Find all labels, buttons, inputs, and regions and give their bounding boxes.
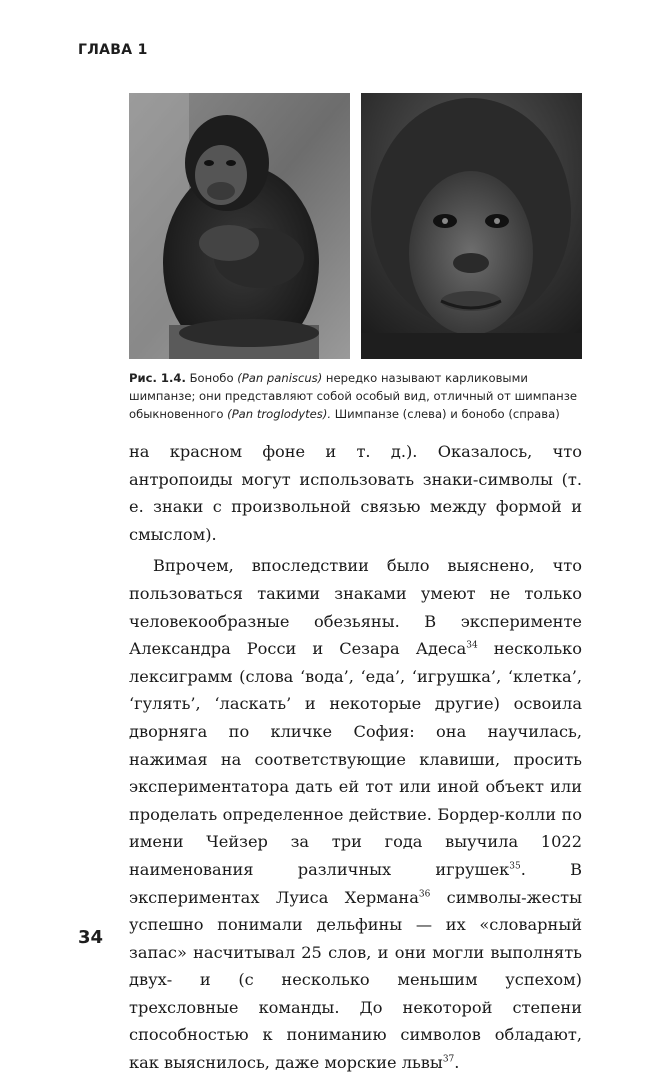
footnote-ref-37: 37	[442, 1054, 455, 1065]
paragraph-2-part-e: .	[454, 1053, 460, 1073]
figure-label: Рис. 1.4.	[129, 371, 186, 385]
paragraph-2-part-d: символы-жесты успешно понимали дельфины — их «словарный запас» насчитывал 25 слов, и они могли выполнять двух- и (с несколько меньшим успехом) трехсловные команды. До некоторой степени способностью к пониманию символов обладают, как выяснилось, даже морские львы	[129, 887, 582, 1073]
paragraph-2-part-c: . В экспериментах Луиса Хермана	[129, 859, 583, 907]
body-text	[129, 438, 582, 1077]
caption-species-1: (Pan paniscus)	[237, 371, 323, 385]
caption-species-2: (Pan troglodytes).	[227, 407, 332, 421]
bonobo-photo	[361, 93, 582, 359]
footnote-ref-34: 34	[466, 640, 478, 651]
caption-text-1: Бонобо	[185, 371, 238, 385]
footnote-ref-35: 35	[509, 861, 521, 872]
paragraph-2-part-a: Впрочем, впоследствии было выяснено, что пользоваться такими знаками умеют не только человекообразные обезьяны. В эксперименте Александра Росси и Сезара Адеса	[129, 556, 582, 659]
page-number: 34	[78, 927, 104, 948]
paragraph-2-part-b: несколько лексиграмм (слова ‘вода’, ‘еда’, ‘игрушка’, ‘клетка’, ‘гулять’, ‘ласкать’ и некоторые другие) освоила дворняга по кличке София: она научилась, нажимая на соответствующие клавиши, просить экспериментатора дать ей тот или иной объект или проделать определенное действие. Бордер-колли по имени Чейзер за три года выучила 1022 наименования различных игрушек	[129, 639, 583, 879]
paragraph-1: на красном фоне и т. д.). Оказалось, что антропоиды могут использовать знаки-символы (т. е. знаки с произвольной связью между формой и смыслом).	[129, 442, 582, 544]
footnote-ref-36: 36	[418, 889, 431, 900]
chapter-header: ГЛАВА 1	[78, 42, 148, 58]
caption-text-3: Шимпанзе (слева) и бонобо (справа)	[331, 407, 560, 421]
figure-caption	[129, 369, 589, 423]
caption-text-2: нередко называют карликовыми шимпанзе; они представляют собой особый вид, отличный от шимпанзе обыкновенного	[129, 371, 578, 421]
paragraph-2	[129, 552, 582, 1076]
chimpanzee-photo	[129, 93, 350, 359]
